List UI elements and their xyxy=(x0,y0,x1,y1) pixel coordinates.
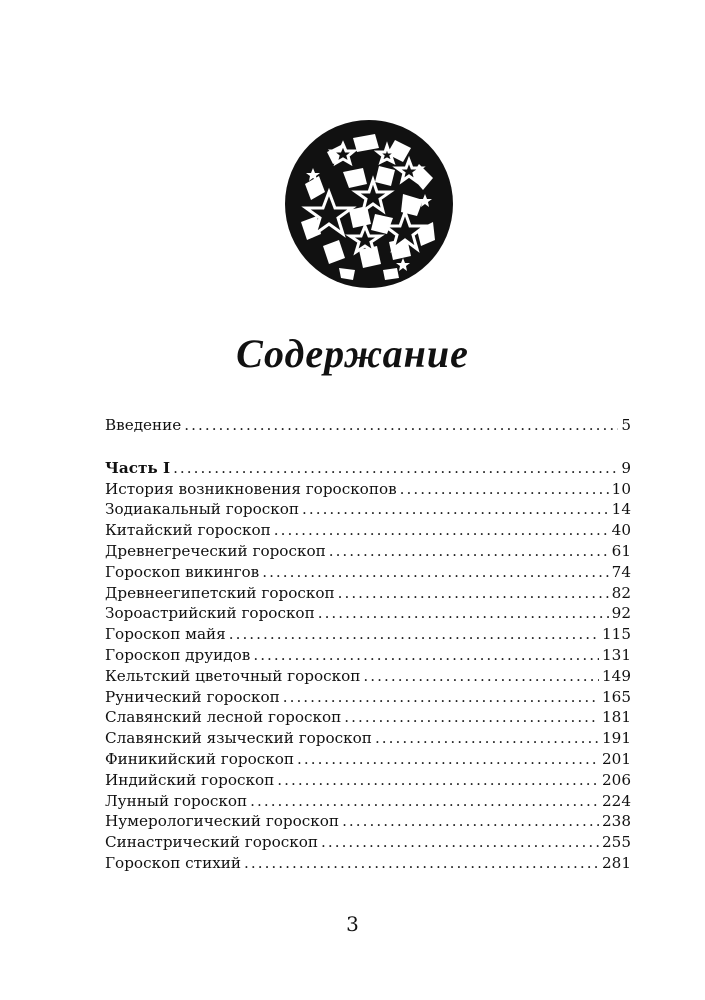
toc-entry-page: 5 xyxy=(621,416,631,434)
dot-leader xyxy=(274,520,609,541)
toc-entry-page: 74 xyxy=(611,562,631,581)
toc-entry[interactable] xyxy=(105,707,631,728)
dot-leader xyxy=(173,458,618,479)
toc-entry-page: 115 xyxy=(602,625,631,644)
toc-entry-label: Введение xyxy=(105,416,182,434)
dot-leader xyxy=(184,415,618,436)
dot-leader xyxy=(229,624,599,645)
toc-entry-page: 206 xyxy=(602,770,631,789)
dot-leader xyxy=(400,479,609,500)
toc-entry-label: Кельтский цветочный гороскоп xyxy=(105,666,361,685)
toc-entry[interactable] xyxy=(105,791,631,812)
toc-entry[interactable] xyxy=(105,583,631,604)
toc-entry-label: Гороскоп друидов xyxy=(105,645,251,664)
page-number: 3 xyxy=(346,912,359,936)
toc-entry-page: 224 xyxy=(602,791,631,810)
toc-entry-page: 14 xyxy=(611,500,631,519)
toc-entry[interactable] xyxy=(105,520,631,541)
dot-leader xyxy=(277,770,599,791)
toc-entry[interactable] xyxy=(105,499,631,520)
toc-entry-page: 9 xyxy=(621,458,631,477)
toc-entry-page: 238 xyxy=(602,812,631,831)
toc-entry[interactable] xyxy=(105,645,631,666)
toc-entry[interactable] xyxy=(105,541,631,562)
dot-leader xyxy=(329,541,609,562)
toc-entry-label: Славянский лесной гороскоп xyxy=(105,708,342,727)
toc-entry[interactable] xyxy=(105,562,631,583)
toc-entry-label: Древнегреческий гороскоп xyxy=(105,541,326,560)
toc-entry-label: Славянский языческий гороскоп xyxy=(105,729,372,748)
toc-entry[interactable] xyxy=(105,666,631,687)
toc-entry[interactable] xyxy=(105,728,631,749)
toc-entry-page: 191 xyxy=(602,729,631,748)
star-circle-icon xyxy=(283,118,455,290)
page-title: Содержание xyxy=(236,331,469,376)
toc-entry-label: Зодиакальный гороскоп xyxy=(105,500,299,519)
toc-entry-intro[interactable] xyxy=(105,415,631,436)
dot-leader xyxy=(244,853,599,874)
toc-entry-label: Часть I xyxy=(105,458,171,477)
dot-leader xyxy=(253,645,599,666)
dot-leader xyxy=(262,562,608,583)
dot-leader xyxy=(363,666,599,687)
toc-entry-label: Зороастрийский гороскоп xyxy=(105,604,315,623)
toc-entry-page: 281 xyxy=(602,853,631,872)
toc-entry[interactable] xyxy=(105,749,631,770)
dot-leader xyxy=(302,499,609,520)
table-of-contents xyxy=(105,415,631,874)
dot-leader xyxy=(283,687,599,708)
toc-entry-page: 181 xyxy=(602,708,631,727)
dot-leader xyxy=(338,583,609,604)
toc-entry-label: Нумерологический гороскоп xyxy=(105,812,340,831)
dot-leader xyxy=(297,749,599,770)
toc-entry-page: 131 xyxy=(602,645,631,664)
toc-entry-label: Финикийский гороскоп xyxy=(105,749,295,768)
toc-entry[interactable] xyxy=(105,479,631,500)
toc-entry[interactable] xyxy=(105,603,631,624)
toc-entry[interactable] xyxy=(105,624,631,645)
toc-entry-page: 201 xyxy=(602,749,631,768)
toc-entry-page: 82 xyxy=(611,583,631,602)
toc-entry[interactable] xyxy=(105,770,631,791)
dot-leader xyxy=(318,603,609,624)
dot-leader xyxy=(321,832,599,853)
toc-entry-page: 149 xyxy=(602,666,631,685)
dot-leader xyxy=(342,811,599,832)
toc-entry-page: 165 xyxy=(602,687,631,706)
toc-entry-label: Гороскоп майя xyxy=(105,625,226,644)
toc-entry[interactable] xyxy=(105,687,631,708)
dot-leader xyxy=(344,707,599,728)
toc-entry-page: 10 xyxy=(611,479,631,498)
toc-entry-label: Лунный гороскоп xyxy=(105,791,248,810)
toc-entry[interactable] xyxy=(105,853,631,874)
toc-entry-part[interactable] xyxy=(105,458,631,479)
toc-entry-page: 255 xyxy=(602,833,631,852)
toc-entry-label: Китайский гороскоп xyxy=(105,521,271,540)
dot-leader xyxy=(375,728,599,749)
toc-entry-label: Рунический гороскоп xyxy=(105,687,280,706)
toc-entry-label: Индийский гороскоп xyxy=(105,770,275,789)
toc-entry-label: История возникновения гороскопов xyxy=(105,479,397,498)
toc-entry-page: 61 xyxy=(611,541,631,560)
toc-entry-page: 92 xyxy=(611,604,631,623)
toc-entry-label: Гороскоп стихий xyxy=(105,853,241,872)
toc-entry-page: 40 xyxy=(611,521,631,540)
toc-entry-label: Гороскоп викингов xyxy=(105,562,260,581)
toc-entry-label: Древнеегипетский гороскоп xyxy=(105,583,335,602)
dot-leader xyxy=(250,791,599,812)
toc-entry-label: Синастрический гороскоп xyxy=(105,833,319,852)
toc-entry[interactable] xyxy=(105,811,631,832)
toc-entry[interactable] xyxy=(105,832,631,853)
